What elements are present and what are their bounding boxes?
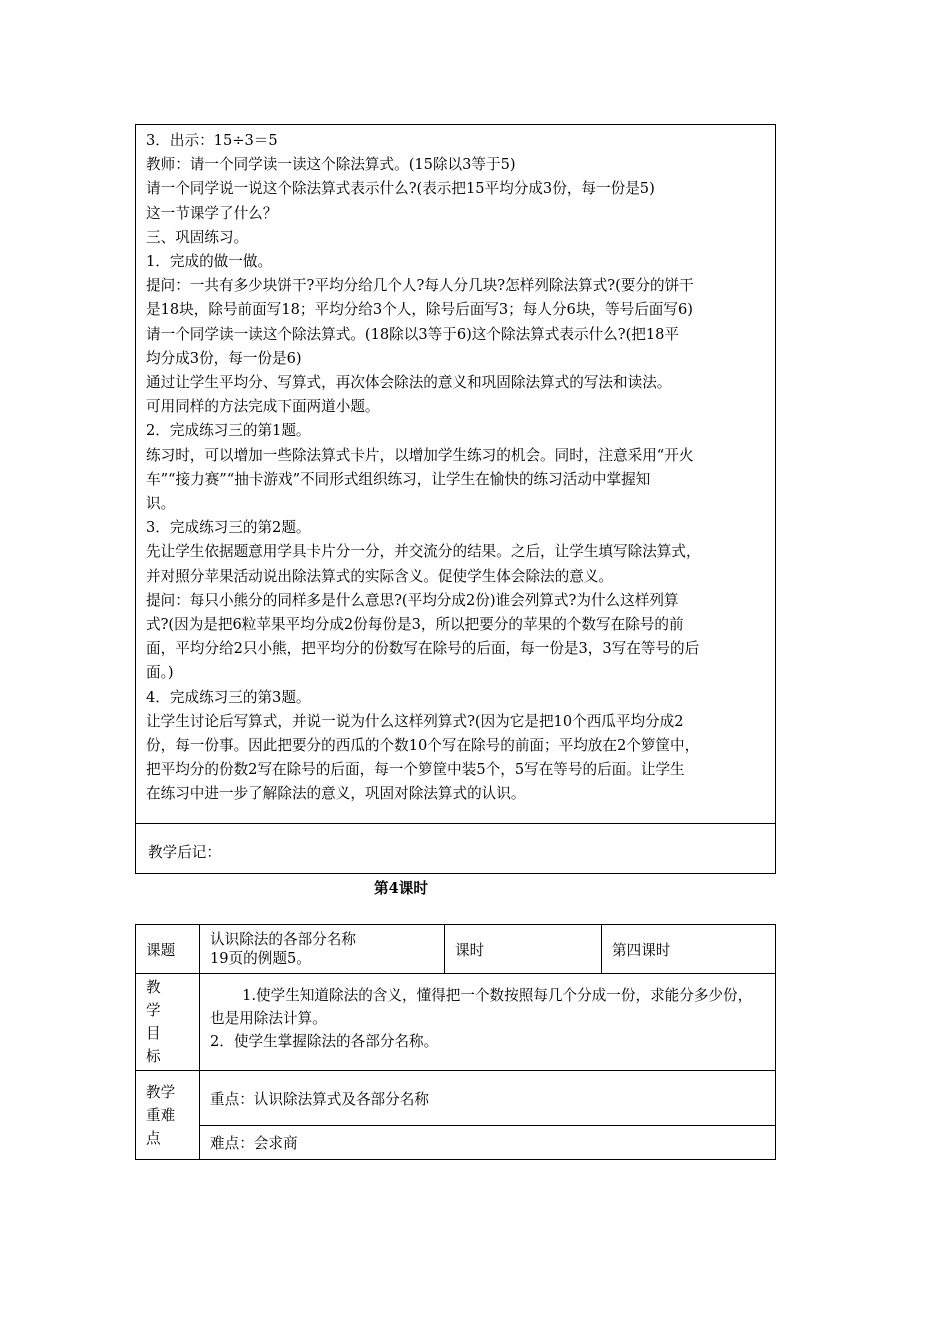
body-line: 3．完成练习三的第2题。 <box>146 519 311 537</box>
period-value: 第四课时 <box>602 925 776 974</box>
objective-item: 2．使学生掌握除法的各部分名称。 <box>210 1033 439 1050</box>
label-line: 点 <box>146 1129 161 1147</box>
teaching-notes-row <box>136 823 775 874</box>
difficulty-point: 难点：会求商 <box>200 1126 776 1160</box>
label-char: 目 <box>146 1025 161 1042</box>
table-row <box>136 1126 776 1160</box>
body-line: 4．完成练习三的第3题。 <box>146 688 311 706</box>
body-line: 教师：请一个同学读一读这个除法算式。(15除以3等于5) <box>146 156 516 174</box>
body-line: 3．出示：15÷3＝5 <box>146 132 278 149</box>
body-line: 提问：每只小熊分的同样多是什么意思?(平均分成2份)谁会列算式?为什么这样列算 <box>146 591 679 609</box>
body-line: 份，每一份事。因此把要分的西瓜的个数10个写在除号的前面；平均放在2个箩筐中， <box>146 737 700 755</box>
body-line: 请一个同学读一读这个除法算式。(18除以3等于6)这个除法算式表示什么?(把18平 <box>146 325 680 343</box>
body-line: 1．完成的做一做。 <box>146 253 273 271</box>
body-line: 可用同样的方法完成下面两道小题。 <box>146 398 380 416</box>
topic-line: 19页的例题5。 <box>210 950 311 967</box>
body-line: 先让学生依据题意用学具卡片分一分，并交流分的结果。之后，让学生填写除法算式， <box>146 543 701 561</box>
lesson4-plan-table <box>135 924 776 1160</box>
objectives-value <box>200 974 776 1071</box>
body-line: 提问：一共有多少块饼干?平均分给几个人?每人分几块?怎样列除法算式?(要分的饼干 <box>146 277 694 295</box>
label-line: 重难 <box>146 1106 176 1124</box>
key-point: 重点：认识除法算式及各部分名称 <box>200 1071 776 1126</box>
body-line: 并对照分苹果活动说出除法算式的实际含义。促使学生体会除法的意义。 <box>146 567 614 585</box>
body-line: 三、巩固练习。 <box>146 228 249 246</box>
body-line: 让学生讨论后写算式，并说一说为什么这样列算式?(因为它是把10个西瓜平均分成2 <box>146 712 684 730</box>
body-line: 均分成3份，每一份是6) <box>146 349 302 367</box>
body-line: 2．完成练习三的第1题。 <box>146 422 311 440</box>
lesson4-heading: 第4课时 <box>374 880 428 897</box>
label-char: 教 <box>146 979 161 996</box>
body-line: 这一节课学了什么？ <box>146 204 278 222</box>
table-row <box>136 974 776 1071</box>
topic-line: 认识除法的各部分名称 <box>210 931 356 948</box>
table-row <box>136 1071 776 1126</box>
lesson3-content-box <box>135 124 776 874</box>
label-char: 学 <box>146 1002 161 1019</box>
body-line: 面，平均分给2只小熊，把平均分的份数写在除号的后面，每一份是3，3写在等号的后 <box>146 640 700 658</box>
keypoints-label <box>136 1071 200 1160</box>
lesson3-body <box>146 129 771 807</box>
period-label: 课时 <box>445 925 602 974</box>
body-line: 把平均分的份数2写在除号的后面，每一个箩筐中装5个，5写在等号的后面。让学生 <box>146 761 685 779</box>
body-line: 识。 <box>146 495 176 513</box>
label-line: 教学 <box>146 1083 176 1101</box>
body-line: 车”“接力赛”“抽卡游戏”不同形式组织练习，让学生在愉快的练习活动中掌握知 <box>146 470 651 488</box>
body-line: 通过让学生平均分、写算式，再次体会除法的意义和巩固除法算式的写法和读法。 <box>146 374 672 392</box>
topic-value <box>200 925 445 974</box>
body-line: 是18块，除号前面写18；平均分给3个人，除号后面写3；每人分6块，等号后面写6) <box>146 301 693 319</box>
label-char: 标 <box>146 1048 161 1065</box>
teaching-notes-label: 教学后记： <box>148 844 221 861</box>
objectives-label <box>136 974 200 1071</box>
body-line: 式?(因为是把6粒苹果平均分成2份每份是3，所以把要分的苹果的个数写在除号的前 <box>146 616 684 634</box>
body-line: 面。) <box>146 664 174 682</box>
body-line: 练习时，可以增加一些除法算式卡片，以增加学生练习的机会。同时，注意采用“开火 <box>146 446 694 464</box>
objective-item: 1.使学生知道除法的含义，懂得把一个数按照每几个分成一份，求能分多少份，也是用除法计算。 <box>210 987 753 1027</box>
body-line: 请一个同学说一说这个除法算式表示什么?(表示把15平均分成3份，每一份是5) <box>146 180 655 198</box>
topic-label: 课题 <box>136 925 200 974</box>
body-line: 在练习中进一步了解除法的意义，巩固对除法算式的认识。 <box>146 785 526 803</box>
table-row <box>136 925 776 974</box>
